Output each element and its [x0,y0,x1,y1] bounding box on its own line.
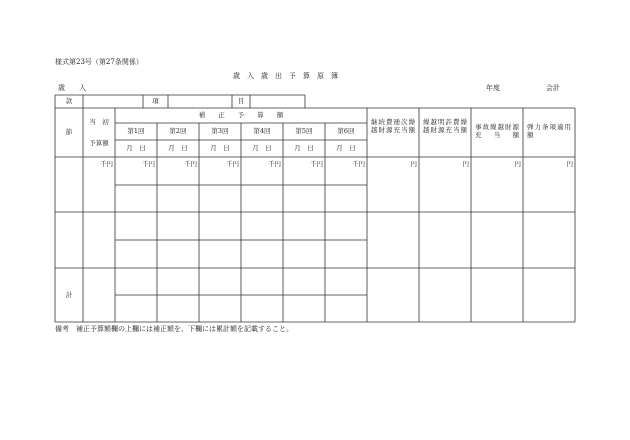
unit-carryover-explicit: 円 [462,160,469,168]
flexible-clause-label: 弾力条項適用額 [527,123,571,139]
unit-round-1: 千円 [142,160,155,168]
round-6-date: 月 日 [336,144,356,152]
round-4-date: 月 日 [252,144,272,152]
setsu-label: 節 [65,128,73,136]
unit-round-4: 千円 [268,160,281,168]
unit-accident-carryover: 円 [514,160,521,168]
initial-budget-label-1: 当 初 [89,118,109,126]
kou-label: 項 [152,97,159,105]
round-5: 第5回 [295,127,313,135]
carryover-continuing-label: 継続費逓次繰越財源充当額 [371,118,415,134]
ledger-title: 歳 入 歳 出 予 算 原 簿 [233,72,338,80]
round-2: 第2回 [169,127,187,135]
fiscal-year-label: 年度 [486,84,500,92]
unit-initial: 千円 [100,160,113,168]
moku-label: 目 [237,97,245,105]
unit-round-5: 千円 [310,160,323,168]
carryover-explicit-label: 繰越明許費繰越財源充当額 [423,118,467,134]
unit-round-3: 千円 [226,160,239,168]
round-5-date: 月 日 [294,144,314,152]
remarks-note: 備考 補正予算額欄の上欄には補正額を、下欄には累計額を記載すること。 [55,325,293,333]
unit-flexible: 円 [566,160,573,168]
category-label: 歳 入 [58,84,86,92]
round-3: 第3回 [211,127,229,135]
round-1-date: 月 日 [126,144,146,152]
unit-round-6: 千円 [352,160,365,168]
account-label: 会計 [546,84,560,92]
round-3-date: 月 日 [210,144,230,152]
supplementary-budget-header: 補 正 予 算 額 [198,111,284,119]
round-6: 第6回 [337,127,355,135]
round-4: 第4回 [253,127,271,135]
round-1: 第1回 [127,127,145,135]
unit-round-2: 千円 [184,160,197,168]
accident-carryover-label: 事故繰越財源充当額 [475,123,519,139]
total-label: 計 [65,291,73,299]
form-number: 様式第23号（第27条関係） [55,58,143,66]
round-2-date: 月 日 [168,144,188,152]
kan-label: 款 [65,97,73,105]
unit-carryover-continuing: 円 [410,160,417,168]
initial-budget-label-2: 予算額 [89,139,109,147]
